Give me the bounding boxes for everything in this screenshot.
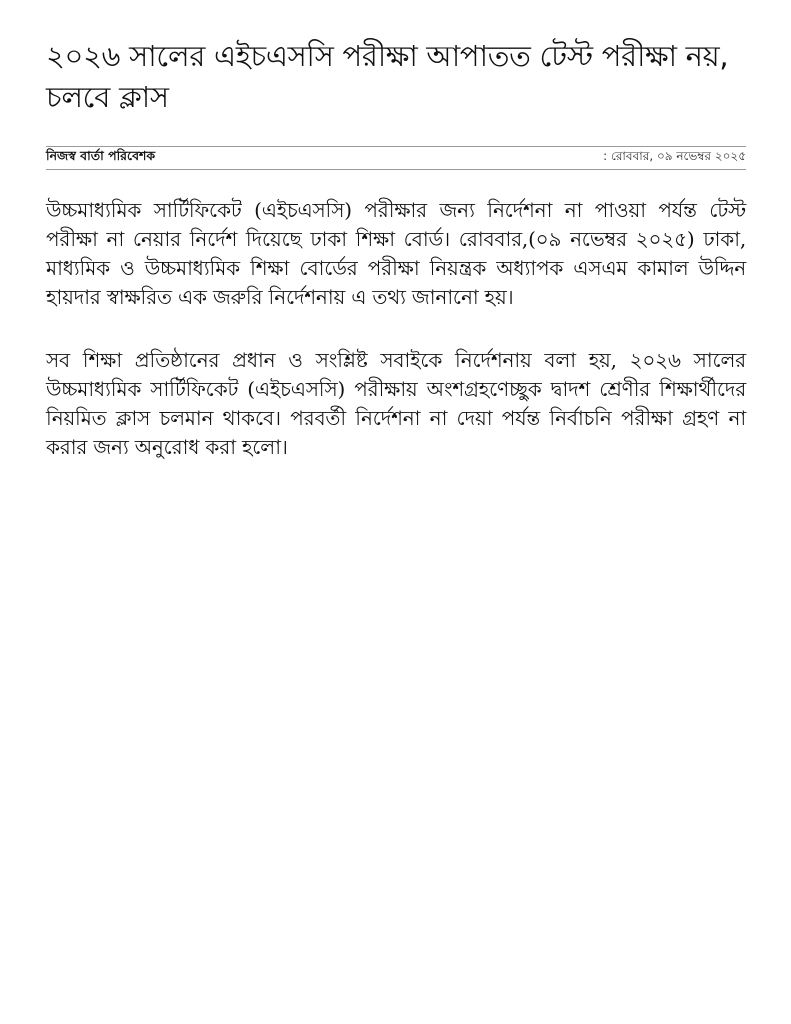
article-paragraph: উচ্চমাধ্যমিক সার্টিফিকেট (এইচএসসি) পরীক্ষার জন্য নির্দেশনা না পাওয়া পর্যন্ত টেস্ট পরীক্ষা না নেয়ার নির্দেশ দিয়েছে ঢাকা শিক্ষা বোর্ড। রোববার,(০৯ নভেম্বর ২০২৫) ঢাকা, মাধ্যমিক ও উচ্চমাধ্যমিক শিক্ষা বোর্ডের পরীক্ষা নিয়ন্ত্রক অধ্যাপক এসএম কামাল উদ্দিন হায়দার স্বাক্ষরিত এক জরুরি নির্দেশনায় এ তথ্য জানানো হয়। — [46, 198, 746, 309]
article-paragraph: সব শিক্ষা প্রতিষ্ঠানের প্রধান ও সংশ্লিষ্ট সবাইকে নির্দেশনায় বলা হয়, ২০২৬ সালের উচ্চমাধ্যমিক সার্টিফিকেট (এইচএসসি) পরীক্ষায় অংশগ্রহণেচ্ছুক দ্বাদশ শ্রেণীর শিক্ষার্থীদের নিয়মিত ক্লাস চলমান থাকবে। পরবর্তী নির্দেশনা না দেয়া পর্যন্ত নির্বাচনি পরীক্ষা গ্রহণ না করার জন্য অনুরোধ করা হলো। — [46, 348, 746, 459]
article-body — [46, 196, 746, 462]
publish-date: : রোববার, ০৯ নভেম্বর ২০২৫ — [603, 149, 746, 163]
article-headline: ২০২৬ সালের এইচএসসি পরীক্ষা আপাতত টেস্ট পরীক্ষা নয়, চলবে ক্লাস — [46, 39, 729, 114]
byline-author: নিজস্ব বার্তা পরিবেশক — [46, 148, 156, 163]
byline-bar — [46, 146, 746, 170]
article-page — [46, 36, 746, 496]
